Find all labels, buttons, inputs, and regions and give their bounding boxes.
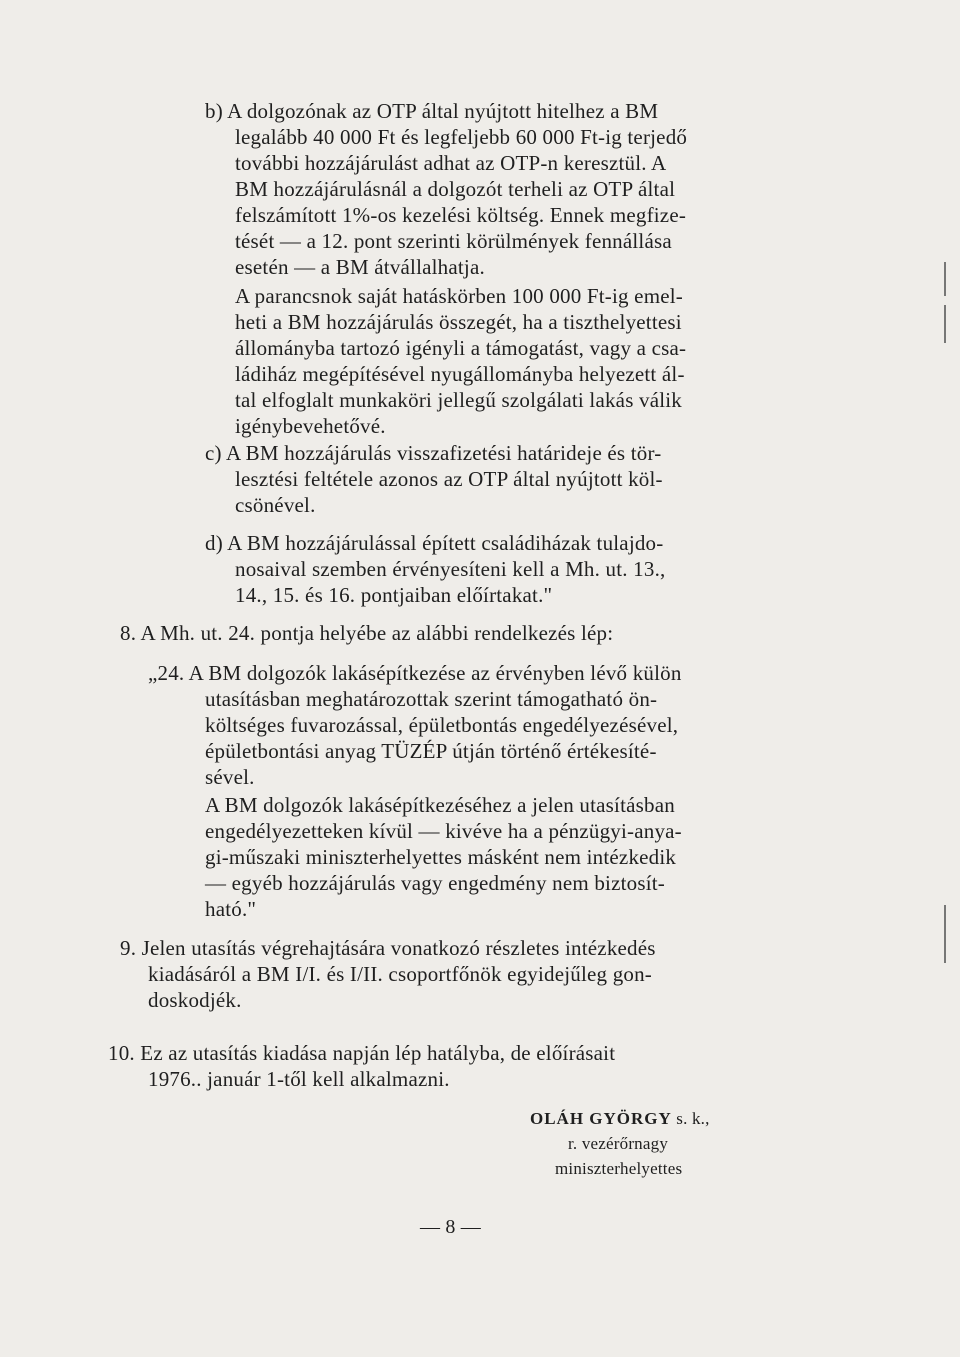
text-line: ható." [205,897,257,921]
signature-name-line [530,1108,710,1130]
text-line: doskodjék. [148,988,242,1012]
text-line: — egyéb hozzájárulás vagy engedmény nem biztosít- [205,871,665,895]
signature-name: OLÁH GYÖRGY [530,1109,672,1128]
text-line: 1976.. január 1-től kell alkalmazni. [148,1067,450,1091]
text-line: b) A dolgozónak az OTP által nyújtott hitelhez a BM [205,99,659,123]
text-line: nosaival szemben érvényesíteni kell a Mh. ut. 13., [235,557,666,581]
text-line: engedélyezetteken kívül — kivéve ha a pénzügyi-anya- [205,819,682,843]
text-line: lesztési feltétele azonos az OTP által nyújtott köl- [235,467,663,491]
text-line: tését — a 12. pont szerinti körülmények fennállása [235,229,672,253]
text-line: tal elfoglalt munkaköri jellegű szolgálati lakás válik [235,388,683,412]
text-line: ládiház megépítésével nyugállományba helyezett ál- [235,362,685,386]
text-line: legalább 40 000 Ft és legfeljebb 60 000 Ft-ig terjedő [235,125,688,149]
text-line: A parancsnok saját hatáskörben 100 000 Ft-ig emel- [235,284,683,308]
text-line: további hozzájárulást adhat az OTP-n keresztül. A [235,151,667,175]
text-line: 14., 15. és 16. pontjaiban előírtakat." [235,583,553,607]
text-line: c) A BM hozzájárulás visszafizetési határideje és tör- [205,441,662,465]
text-line: csönével. [235,493,316,517]
text-line: kiadásáról a BM I/I. és I/II. csoportfőnök egyidejűleg gon- [148,962,652,986]
text-line: „24. A BM dolgozók lakásépítkezése az érvényben lévő külön [148,661,682,685]
page-number: — 8 — [420,1216,481,1238]
text-line: 8. A Mh. ut. 24. pontja helyébe az alábbi rendelkezés lép: [120,621,614,645]
text-line: 10. Ez az utasítás kiadása napján lép hatályba, de előírásait [108,1041,616,1065]
text-line: épületbontási anyag TÜZÉP útján történő értékesíté- [205,739,657,763]
text-line: igénybevehetővé. [235,414,386,438]
signature-rank: r. vezérőrnagy [568,1134,669,1153]
text-line: utasításban meghatározottak szerint támogatható ön- [205,687,658,711]
margin-mark [944,905,946,963]
text-line: 9. Jelen utasítás végrehajtására vonatkozó részletes intézkedés [120,936,656,960]
signature-title: miniszterhelyettes [555,1159,683,1178]
signature-suffix: s. k., [676,1109,710,1128]
text-line: BM hozzájárulásnál a dolgozót terheli az OTP által [235,177,676,201]
text-line: költséges fuvarozással, épületbontás engedélyezésével, [205,713,679,737]
text-line: d) A BM hozzájárulással épített családiházak tulajdo- [205,531,664,555]
margin-mark [944,262,946,296]
text-line: sével. [205,765,255,789]
text-line: A BM dolgozók lakásépítkezéséhez a jelen utasításban [205,793,675,817]
margin-mark [944,305,946,343]
text-line: esetén — a BM átvállalhatja. [235,255,485,279]
text-line: gi-műszaki miniszterhelyettes másként nem intézkedik [205,845,677,869]
text-line: heti a BM hozzájárulás összegét, ha a tiszthelyettesi [235,310,682,334]
text-line: állományba tartozó igényli a támogatást, vagy a csa- [235,336,687,360]
text-line: felszámított 1%-os kezelési költség. Ennek megfize- [235,203,687,227]
